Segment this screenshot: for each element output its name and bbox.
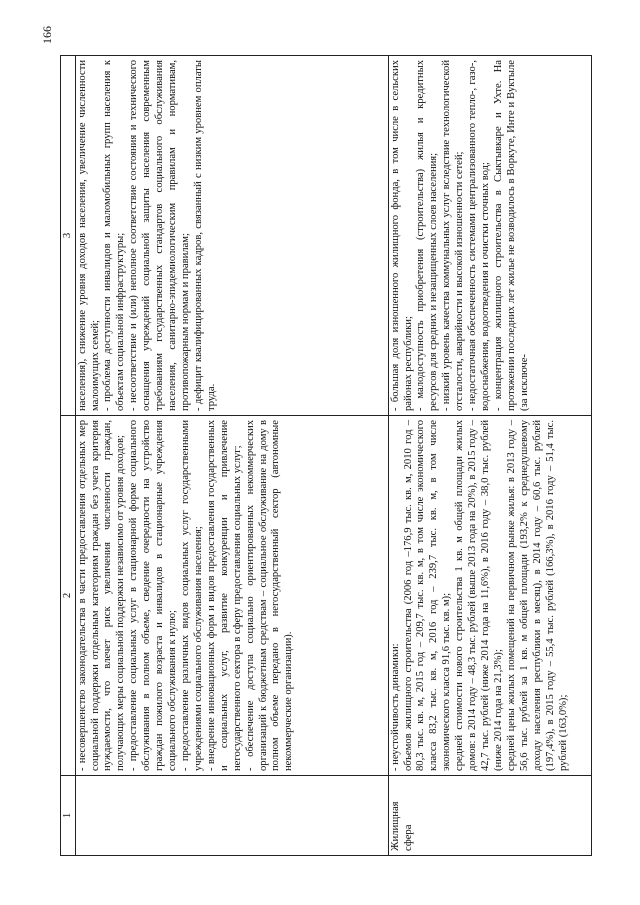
row-1-sphere bbox=[75, 776, 388, 856]
list-item: - внедрение инновационных форм и видов предоставления государственных и социальных услуг, развитие конкуренции и привлечение негосударственного сектора в сферу предоставления социальных услуг; bbox=[205, 420, 243, 771]
table-row bbox=[388, 56, 591, 856]
list-item: - низкий уровень качества коммунальных услуг вследствие технологической отсталости, аварийности и высокой изношенности сетей; bbox=[441, 60, 466, 411]
list-item: - обеспечение доступа социально ориентированных некоммерческих организаций к бюджетным средствам – социальное обслуживание на дому в полном объеме передано в негосударственный сектор (автономные некоммерческие организации). bbox=[244, 420, 295, 771]
list-item: - несоответствие и (или) неполное соответствие состояния и технического оснащения учреждений социальной защиты населения современным требованиям государственных стандартов социального обслуживания населения, санитарно-эпидемиологическим правилам и нормативам, противопожарным нормам и правилам; bbox=[128, 60, 192, 411]
list-item: - предоставление социальных услуг в стационарной форме социального обслуживания в полном объеме, сведение очередности на устройство граждан пожилого возраста и инвалидов в стационарные учреждения социального обслуживания к нулю; bbox=[128, 420, 179, 771]
row-1-col2 bbox=[75, 416, 388, 776]
list-item: средней стоимости нового строительства 1 кв. м общей площади жилых домов: в 2014 году – 48,3 тыс. рублей (выше 2013 года на 20%), в 2015 году – 42,7 тыс. рублей (ниже 2014 года на 11,6%), в 2016 году – 38,0 тыс. рублей (ниже 2014 года на 21,3%); bbox=[454, 420, 505, 771]
list-item: - недостаточная обеспеченность системами централизованного тепло-, газо-, водоснабжения, водоотведения и очистки сточных вод; bbox=[467, 60, 492, 411]
table-header-row bbox=[61, 56, 76, 856]
header-col-3: 3 bbox=[61, 56, 76, 416]
row-2-col3 bbox=[388, 56, 591, 416]
list-item: - неустойчивость динамики: bbox=[389, 643, 401, 771]
list-item: средней цены жилых помещений на первичном рынке жилья: в 2013 году – 56,6 тыс. рублей за 1 кв. м общей площади (193,2% к среднедушевому доходу населения республики в месяц), в 2014 году – 60,6 тыс. рублей (197,4%), в 2015 году – 55,4 тыс. рублей (166,3%), в 2016 году – 51,4 тыс. рублей (163,0%); bbox=[505, 420, 569, 771]
list-item: - концентрация жилищного строительства в Сыктывкаре и Ухте. На протяжении последних лет жилье не возводилось в Воркуте, Инте и Вуктыле (за исключе- bbox=[493, 60, 530, 411]
list-item: населения), снижение уровня доходов населения, увеличение численности малоимущих семей; bbox=[76, 60, 101, 411]
row-2-sphere: Жилищная сфера bbox=[388, 776, 591, 856]
header-col-1: 1 bbox=[61, 776, 76, 856]
list-item: - малодоступность приобретения (строительства) жилья и кредитных ресурсов для средних и незащищенных слоев населения; bbox=[415, 60, 440, 411]
problems-table bbox=[60, 55, 592, 856]
row-2-col2 bbox=[388, 416, 591, 776]
table-row bbox=[75, 56, 388, 856]
list-item: объемов жилищного строительства (2006 год –176,9 тыс. кв. м, 2010 год – 80,3 тыс. кв. м, 2015 год – 209,7 тыс. кв. м, в том числе экономического класса 83,2 тыс. кв. м, 2016 год – 239,7 тыс. кв. м, в том числе экономического класса 91,6 тыс. кв. м); bbox=[402, 420, 453, 771]
list-item: - дефицит квалифицированных кадров, связанный с низким уровнем оплаты труда. bbox=[192, 60, 217, 411]
rotated-page bbox=[40, 18, 600, 886]
list-item: - несовершенство законодательства в части предоставления отдельных мер социальной поддержки отдельным категориям граждан без учета критерия нуждаемости, что влечет риск увеличения численности граждан, получающих меры социальной поддержки независимо от уровня доходов; bbox=[76, 420, 127, 771]
row-1-col3 bbox=[75, 56, 388, 416]
list-item: - предоставление различных видов социальных услуг государственными учреждениями социального обслуживания населения; bbox=[180, 420, 204, 771]
list-item: - проблема доступности инвалидов и маломобильных групп населения к объектам социальной инфраструктуры; bbox=[102, 60, 127, 411]
list-item: - большая доля изношенного жилищного фонда, в том числе в сельских районах республики; bbox=[389, 60, 414, 411]
header-col-2: 2 bbox=[61, 416, 76, 776]
page-number: 166 bbox=[40, 26, 54, 44]
